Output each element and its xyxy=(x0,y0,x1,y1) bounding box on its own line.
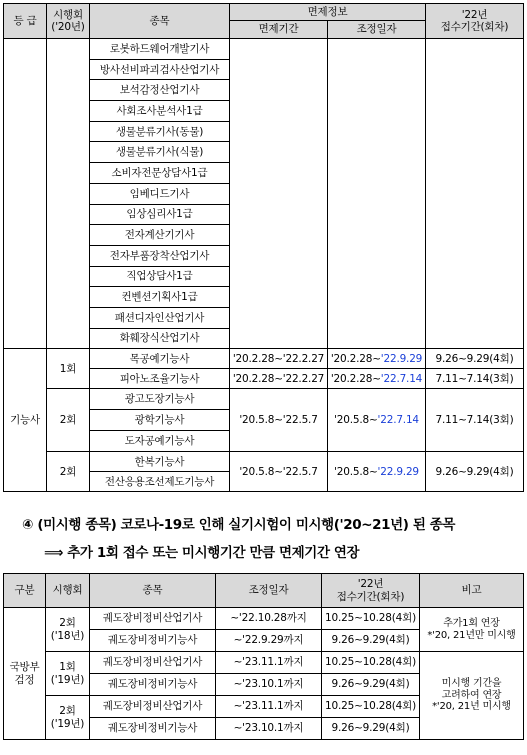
list-item: 전자부품장착산업기사 xyxy=(90,245,230,266)
header-adjusted-date: 조정일자 xyxy=(328,21,426,39)
receipt-cell: 7.11~7.14(3회) xyxy=(426,389,524,452)
list-item: 직업상담사1급 xyxy=(90,266,230,287)
item-cell: 궤도장비정비기능사 xyxy=(90,674,216,696)
header-item: 종목 xyxy=(90,4,230,39)
adjusted-cell: '20.2.28~'22.7.14 xyxy=(328,369,426,389)
date-cell: ~'23.10.1까지 xyxy=(216,674,322,696)
header-receipt: '22년 접수기간(회차) xyxy=(322,574,420,608)
adjusted-cell xyxy=(328,39,426,349)
header-session: 시행회 ('20년) xyxy=(47,4,90,39)
session-cell: 2회 xyxy=(47,452,90,492)
receipt-cell: 10.25~10.28(4회) xyxy=(322,608,420,630)
item-cell: 궤도장비정비산업기사 xyxy=(90,696,216,718)
note-cell: 추가1회 연장 *'20, 21년만 미시행 xyxy=(420,608,524,652)
adjusted-cell: '20.5.8~'22.9.29 xyxy=(328,452,426,492)
section-subheading: ⟹ 추가 1회 접수 또는 미시행기간 만큼 면제기간 연장 xyxy=(44,545,360,561)
list-item: 목공예기능사 xyxy=(90,349,230,369)
header-session: 시행회 xyxy=(46,574,90,608)
header-adjusted-date: 조정일자 xyxy=(216,574,322,608)
receipt-cell: 9.26~9.29(4회) xyxy=(426,452,524,492)
list-item: 피아노조율기능사 xyxy=(90,369,230,389)
adjusted-cell: '20.5.8~'22.7.14 xyxy=(328,389,426,452)
list-item: 광고도장기능사 xyxy=(90,389,230,410)
note-cell: 미시행 기간을 고려하여 연장 *'20, 21년 미시행 xyxy=(420,652,524,740)
header-grade: 등 급 xyxy=(4,4,47,39)
list-item: 사회조사분석사1급 xyxy=(90,101,230,122)
header-exempt-period: 면제기간 xyxy=(230,21,328,39)
list-item: 한복기능사 xyxy=(90,452,230,472)
item-cell: 궤도장비정비산업기사 xyxy=(90,608,216,630)
division-cell: 국방부 검정 xyxy=(4,608,46,740)
list-item: 로봇하드웨어개발기사 xyxy=(90,39,230,60)
receipt-cell: 10.25~10.28(4회) xyxy=(322,696,420,718)
receipt-cell: 9.26~9.29(4회) xyxy=(322,674,420,696)
list-item: 전자계산기기사 xyxy=(90,225,230,246)
session-cell: 1회 ('19년) xyxy=(46,652,90,696)
session-cell: 2회 ('18년) xyxy=(46,608,90,652)
date-cell: ~'23.11.1까지 xyxy=(216,652,322,674)
receipt-cell: 9.26~9.29(4회) xyxy=(322,718,420,740)
period-cell: '20.2.28~'22.2.27 xyxy=(230,349,328,369)
receipt-cell: 7.11~7.14(3회) xyxy=(426,369,524,389)
list-item: 생물분류기사(식물) xyxy=(90,142,230,163)
header-receipt: '22년 접수기간(회차) xyxy=(426,4,524,39)
date-cell: ~'23.11.1까지 xyxy=(216,696,322,718)
unexecuted-table xyxy=(3,573,524,740)
header-exempt-info: 면제정보 xyxy=(230,4,426,21)
list-item: 컨벤션기획사1급 xyxy=(90,287,230,308)
receipt-cell: 9.26~9.29(4회) xyxy=(322,630,420,652)
session-cell: 2회 xyxy=(47,389,90,452)
receipt-cell: 10.25~10.28(4회) xyxy=(322,652,420,674)
list-item: 임상심리사1급 xyxy=(90,204,230,225)
list-item: 소비자전문상담사1급 xyxy=(90,163,230,184)
section-heading: ④ (미시행 종목) 코로나-19로 인해 실기시험이 미시행('20~21년) 된 종목 xyxy=(22,517,456,533)
header-note: 비고 xyxy=(420,574,524,608)
list-item: 생물분류기사(동물) xyxy=(90,121,230,142)
list-item: 도자공예기능사 xyxy=(90,431,230,452)
date-cell: ~'22.10.28까지 xyxy=(216,608,322,630)
period-cell xyxy=(230,39,328,349)
period-cell: '20.2.28~'22.2.27 xyxy=(230,369,328,389)
receipt-cell xyxy=(426,39,524,349)
receipt-cell: 9.26~9.29(4회) xyxy=(426,349,524,369)
session-cell: 1회 xyxy=(47,349,90,389)
date-cell: ~'23.10.1까지 xyxy=(216,718,322,740)
session-cell: 2회 ('19년) xyxy=(46,696,90,740)
grade-cell: 기능사 xyxy=(4,349,47,492)
session-cell xyxy=(47,39,90,349)
grade-cell xyxy=(4,39,47,349)
table-header-row xyxy=(4,4,524,21)
header-division: 구분 xyxy=(4,574,46,608)
exemption-table xyxy=(3,3,524,492)
list-item: 보석감정산업기사 xyxy=(90,80,230,101)
item-cell: 궤도장비정비기능사 xyxy=(90,630,216,652)
list-item: 전산응용조선제도기능사 xyxy=(90,472,230,492)
list-item: 광학기능사 xyxy=(90,410,230,431)
header-item: 종목 xyxy=(90,574,216,608)
adjusted-cell: '20.2.28~'22.9.29 xyxy=(328,349,426,369)
list-item: 방사선비파괴검사산업기사 xyxy=(90,59,230,80)
item-cell: 궤도장비정비산업기사 xyxy=(90,652,216,674)
period-cell: '20.5.8~'22.5.7 xyxy=(230,452,328,492)
list-item: 화훼장식산업기사 xyxy=(90,328,230,349)
period-cell: '20.5.8~'22.5.7 xyxy=(230,389,328,452)
list-item: 임베디드기사 xyxy=(90,183,230,204)
date-cell: ~'22.9.29까지 xyxy=(216,630,322,652)
table-header-row xyxy=(4,574,524,608)
item-cell: 궤도장비정비기능사 xyxy=(90,718,216,740)
list-item: 패션디자인산업기사 xyxy=(90,307,230,328)
